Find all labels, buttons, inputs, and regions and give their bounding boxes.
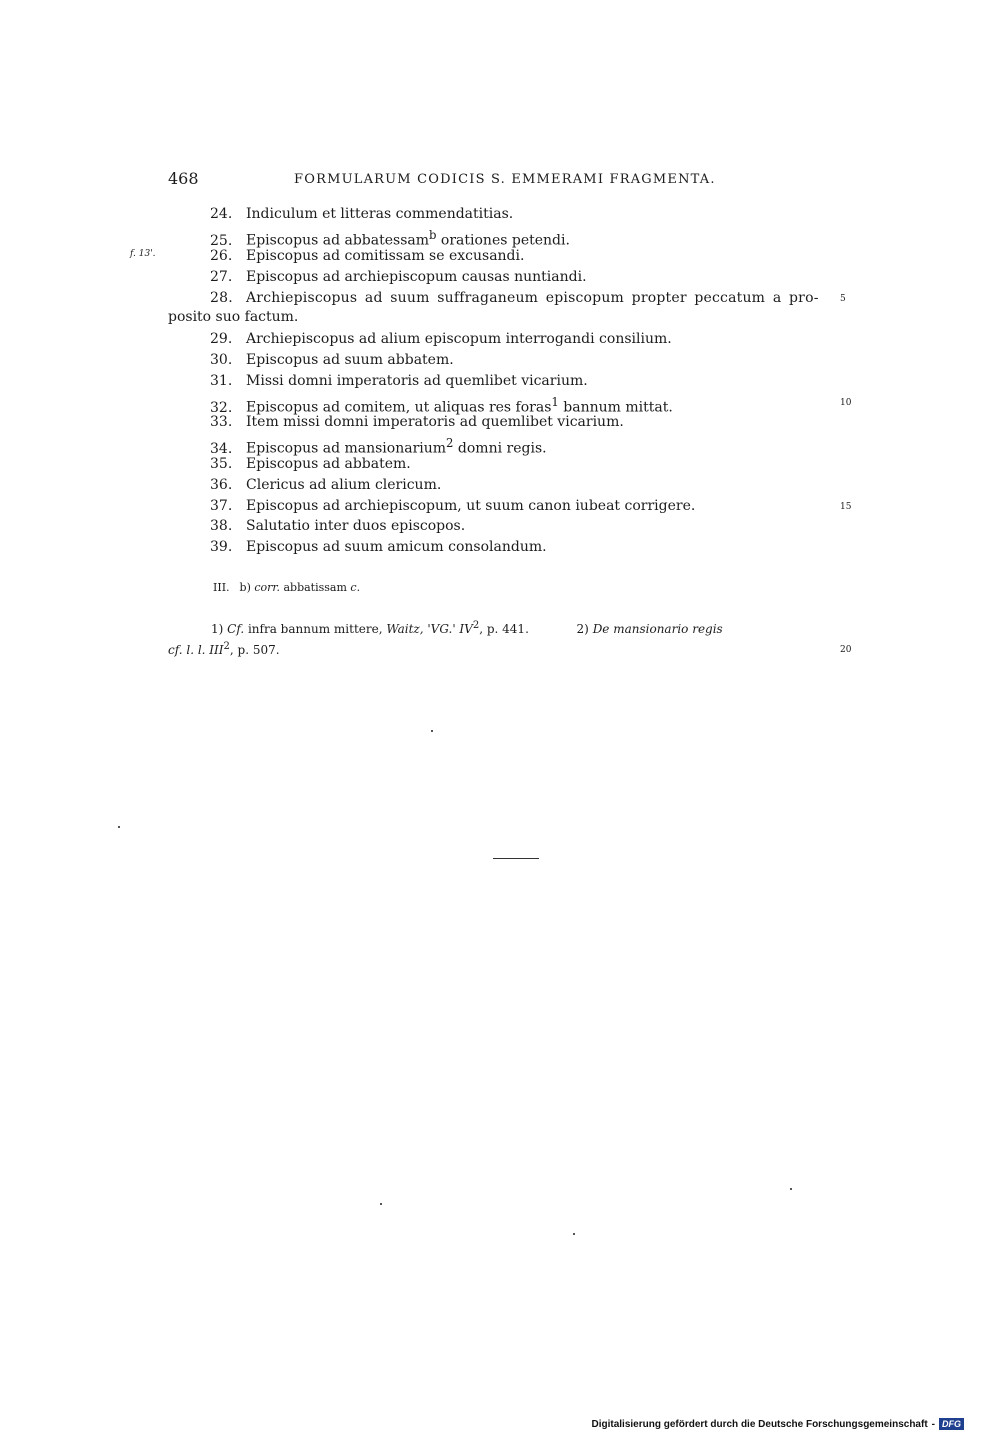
dfg-logo-icon: DFG <box>939 1418 964 1430</box>
item-number: 25. <box>210 232 233 249</box>
item-number: 26. <box>210 248 233 264</box>
item-text: Episcopus ad abbatem. <box>246 456 411 472</box>
page-number: 468 <box>168 169 199 188</box>
list-item <box>210 204 835 224</box>
footnote-2-continuation <box>168 641 280 657</box>
list-item <box>210 329 835 349</box>
item-number: 35. <box>210 456 233 472</box>
footnote-1 <box>211 620 723 636</box>
footnote-text-italic: De mansionario regis <box>592 622 723 636</box>
apparatus-note <box>213 581 360 594</box>
folio-margin-note: f. 13'. <box>130 249 156 259</box>
item-number: 37. <box>210 498 233 514</box>
item-text: Salutatio inter duos episcopos. <box>246 518 466 534</box>
item-text: Archiepiscopus ad suum suffraganeum episcopum propter peccatum a pro- <box>246 290 819 306</box>
list-item <box>210 288 835 308</box>
item-number: 27. <box>210 269 233 285</box>
footnote-text: , p. 441. <box>479 622 529 636</box>
footnote-number: 1) <box>211 622 228 636</box>
list-item <box>210 371 835 391</box>
item-text: Missi domni imperatoris ad quemlibet vicarium. <box>246 373 588 389</box>
speck-mark <box>380 1203 382 1205</box>
item-text: Episcopus ad suum abbatem. <box>246 352 454 368</box>
speck-mark <box>790 1188 792 1190</box>
item-text: Episcopus ad comitissam se excusandi. <box>246 248 525 264</box>
item-continuation: posito suo factum. <box>168 309 299 325</box>
item-text: Clericus ad alium clericum. <box>246 477 442 493</box>
list-item <box>210 496 835 516</box>
list-item <box>210 516 835 536</box>
item-number: 32. <box>210 399 233 416</box>
apparatus-label: III. <box>213 581 230 594</box>
list-item <box>210 537 835 557</box>
footnote-marker: 2 <box>446 436 454 450</box>
speck-mark <box>573 1233 575 1235</box>
speck-mark <box>431 730 433 732</box>
footnote-text: , p. 507. <box>229 643 280 657</box>
item-text: Episcopus ad suum amicum consolandum. <box>246 539 547 555</box>
footnote-marker: b <box>429 228 437 242</box>
line-number: 20 <box>840 645 852 655</box>
footnote-sup: 2 <box>223 641 230 652</box>
footnote-cf: Cf. <box>227 622 245 636</box>
item-text: Archiepiscopus ad alium episcopum interrogandi consilium. <box>246 331 672 347</box>
line-number: 10 <box>840 398 852 408</box>
item-number: 34. <box>210 440 233 457</box>
footnote-marker: 1 <box>551 395 559 409</box>
item-number: 39. <box>210 539 233 555</box>
item-number: 28. <box>210 290 233 306</box>
item-number: 30. <box>210 352 233 368</box>
item-number: 24. <box>210 206 233 222</box>
footnote-number: 2) <box>576 622 593 636</box>
item-number: 29. <box>210 331 233 347</box>
footnote-ref: Waitz, 'VG.' IV <box>386 622 473 636</box>
end-divider <box>493 858 539 859</box>
item-number: 36. <box>210 477 233 493</box>
item-text: Episcopus ad archiepiscopum, ut suum canon iubeat corrigere. <box>246 498 696 514</box>
item-text: Item missi domni imperatoris ad quemlibet vicarium. <box>246 414 624 430</box>
item-text: Episcopus ad comitem, ut aliquas res foras <box>246 399 552 416</box>
apparatus-text-italic: corr. <box>254 581 280 594</box>
list-item <box>210 454 835 474</box>
footnote-text: infra bannum mittere, <box>244 622 387 636</box>
item-text: Episcopus ad mansionarium <box>246 440 447 457</box>
item-text: domni regis. <box>453 440 547 457</box>
item-number: 31. <box>210 373 233 389</box>
apparatus-text: abbatissam <box>279 581 351 594</box>
item-text: Indiculum et litteras commendatitias. <box>246 206 514 222</box>
apparatus-text-italic: c. <box>350 581 361 594</box>
item-text: Episcopus ad archiepiscopum causas nuntiandi. <box>246 269 587 285</box>
line-number: 5 <box>840 294 846 304</box>
item-number: 38. <box>210 518 233 534</box>
running-title: FORMULARUM CODICIS S. EMMERAMI FRAGMENTA. <box>294 172 716 187</box>
list-item <box>210 267 835 287</box>
item-text: bannum mittat. <box>558 399 673 416</box>
list-item <box>210 350 835 370</box>
apparatus-text: b) <box>239 581 255 594</box>
footnote-sup: 2 <box>472 620 480 631</box>
digitization-footer: Digitalisierung gefördert durch die Deutsche Forschungsgemeinschaft - DFG <box>591 1418 964 1430</box>
list-item <box>210 246 835 266</box>
list-item <box>210 475 835 495</box>
footer-text: Digitalisierung gefördert durch die Deutsche Forschungsgemeinschaft <box>591 1418 928 1430</box>
speck-mark <box>118 826 120 828</box>
list-item <box>210 412 835 432</box>
item-number: 33. <box>210 414 233 430</box>
footnote-text-italic: cf. l. l. III <box>168 643 224 657</box>
item-text: Episcopus ad abbatessam <box>246 232 430 249</box>
line-number: 15 <box>840 502 852 512</box>
item-text: orationes petendi. <box>436 232 570 249</box>
